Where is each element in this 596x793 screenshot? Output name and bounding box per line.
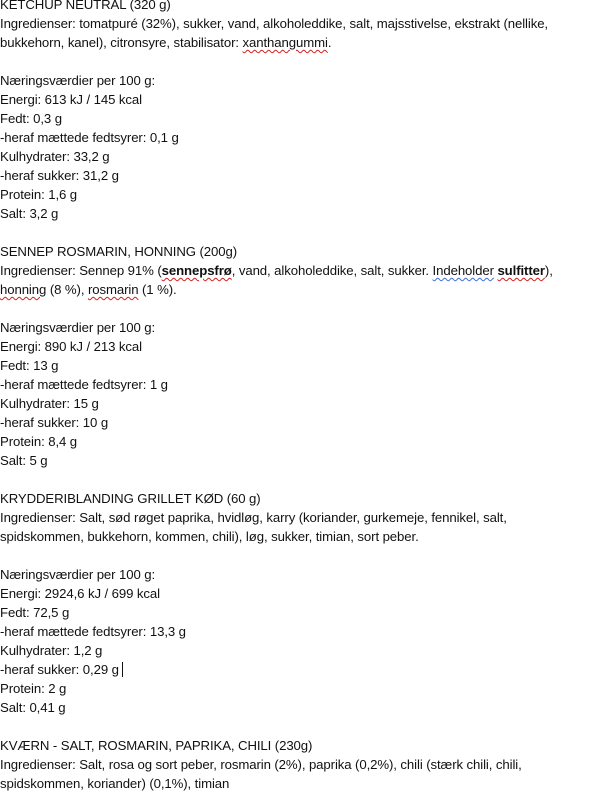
text-run: , vand, alkoholeddike, salt, sukker. xyxy=(231,263,433,278)
nutrition-salt: Salt: 0,41 g xyxy=(0,700,66,715)
text-run: Ingredienser: Sennep 91% ( xyxy=(0,263,162,278)
nutrition-saturated-fat: -heraf mættede fedtsyrer: 1 g xyxy=(0,377,168,392)
nutrition-saturated-fat: -heraf mættede fedtsyrer: 13,3 g xyxy=(0,624,186,639)
empty-line xyxy=(0,299,596,318)
nutrition-protein: Protein: 2 g xyxy=(0,681,67,696)
ingredients-line-1: Ingredienser: Salt, sød røget paprika, hvidløg, karry (koriander, gurkemeje, fennikel, salt, xyxy=(0,510,507,525)
ingredients-line-2 xyxy=(0,280,596,299)
ingredients-line-2 xyxy=(0,33,596,52)
nutrition-saturated-fat: -heraf mættede fedtsyrer: 0,1 g xyxy=(0,130,179,145)
text-run: (1 %). xyxy=(138,282,177,297)
section-title-sennep: SENNEP ROSMARIN, HONNING (200g) xyxy=(0,244,238,259)
empty-line xyxy=(0,470,596,489)
spellcheck-word[interactable]: xanthangummi xyxy=(242,35,328,50)
section-title-krydderiblanding: KRYDDERIBLANDING GRILLET KØD (60 g) xyxy=(0,491,261,506)
text-run: bukkehorn, kanel), citronsyre, stabilisator: xyxy=(0,35,243,50)
grammar-word[interactable]: Indeholder xyxy=(432,263,494,278)
nutrition-carbs: Kulhydrater: 1,2 g xyxy=(0,643,103,658)
nutrition-salt: Salt: 3,2 g xyxy=(0,206,59,221)
empty-line xyxy=(0,52,596,71)
spellcheck-word-bold[interactable]: sennepsfrø xyxy=(161,263,232,278)
spellcheck-word-bold[interactable]: sulfitter xyxy=(497,263,545,278)
ingredients-line-2: spidskommen, koriander) (0,1%), timian xyxy=(0,776,230,791)
text-run: -heraf sukker: 0,29 g xyxy=(0,662,119,677)
nutrition-protein: Protein: 8,4 g xyxy=(0,434,78,449)
ingredients-line-1: Ingredienser: tomatpuré (32%), sukker, vand, alkoholeddike, salt, majsstivelse, ekstrakt (nellike, xyxy=(0,16,548,31)
nutrition-sugar: -heraf sukker: 31,2 g xyxy=(0,168,119,183)
nutrition-energy: Energi: 2924,6 kJ / 699 kcal xyxy=(0,586,160,601)
nutrition-heading: Næringsværdier per 100 g: xyxy=(0,320,156,335)
text-run: ), xyxy=(544,263,553,278)
empty-line xyxy=(0,223,596,242)
nutrition-carbs: Kulhydrater: 33,2 g xyxy=(0,149,110,164)
nutrition-sugar: -heraf sukker: 10 g xyxy=(0,415,109,430)
text-run: (8 %), xyxy=(46,282,88,297)
nutrition-carbs: Kulhydrater: 15 g xyxy=(0,396,99,411)
ingredients-line-1: Ingredienser: Salt, rosa og sort peber, rosmarin (2%), paprika (0,2%), chili (stærk chili, chili, xyxy=(0,757,522,772)
spellcheck-word[interactable]: honning xyxy=(0,282,47,297)
nutrition-energy: Energi: 890 kJ / 213 kcal xyxy=(0,339,142,354)
nutrition-salt: Salt: 5 g xyxy=(0,453,48,468)
section-title-kvaern: KVÆRN - SALT, ROSMARIN, PAPRIKA, CHILI (230g) xyxy=(0,738,313,753)
empty-line xyxy=(0,546,596,565)
empty-line xyxy=(0,717,596,736)
nutrition-protein: Protein: 1,6 g xyxy=(0,187,78,202)
nutrition-fat: Fedt: 0,3 g xyxy=(0,111,62,126)
text-cursor xyxy=(122,662,123,677)
nutrition-sugar xyxy=(0,660,596,679)
ingredients-line-2: spidskommen, bukkehorn, kommen, chili), løg, sukker, timian, sort peber. xyxy=(0,529,419,544)
nutrition-heading: Næringsværdier per 100 g: xyxy=(0,73,156,88)
nutrition-energy: Energi: 613 kJ / 145 kcal xyxy=(0,92,142,107)
nutrition-fat: Fedt: 72,5 g xyxy=(0,605,70,620)
ingredients-line-1 xyxy=(0,261,596,280)
section-title-ketchup: KETCHUP NEUTRAL (320 g) xyxy=(0,0,171,12)
nutrition-fat: Fedt: 13 g xyxy=(0,358,59,373)
spellcheck-word[interactable]: rosmarin xyxy=(87,282,139,297)
nutrition-heading: Næringsværdier per 100 g: xyxy=(0,567,156,582)
text-run: . xyxy=(327,35,332,50)
